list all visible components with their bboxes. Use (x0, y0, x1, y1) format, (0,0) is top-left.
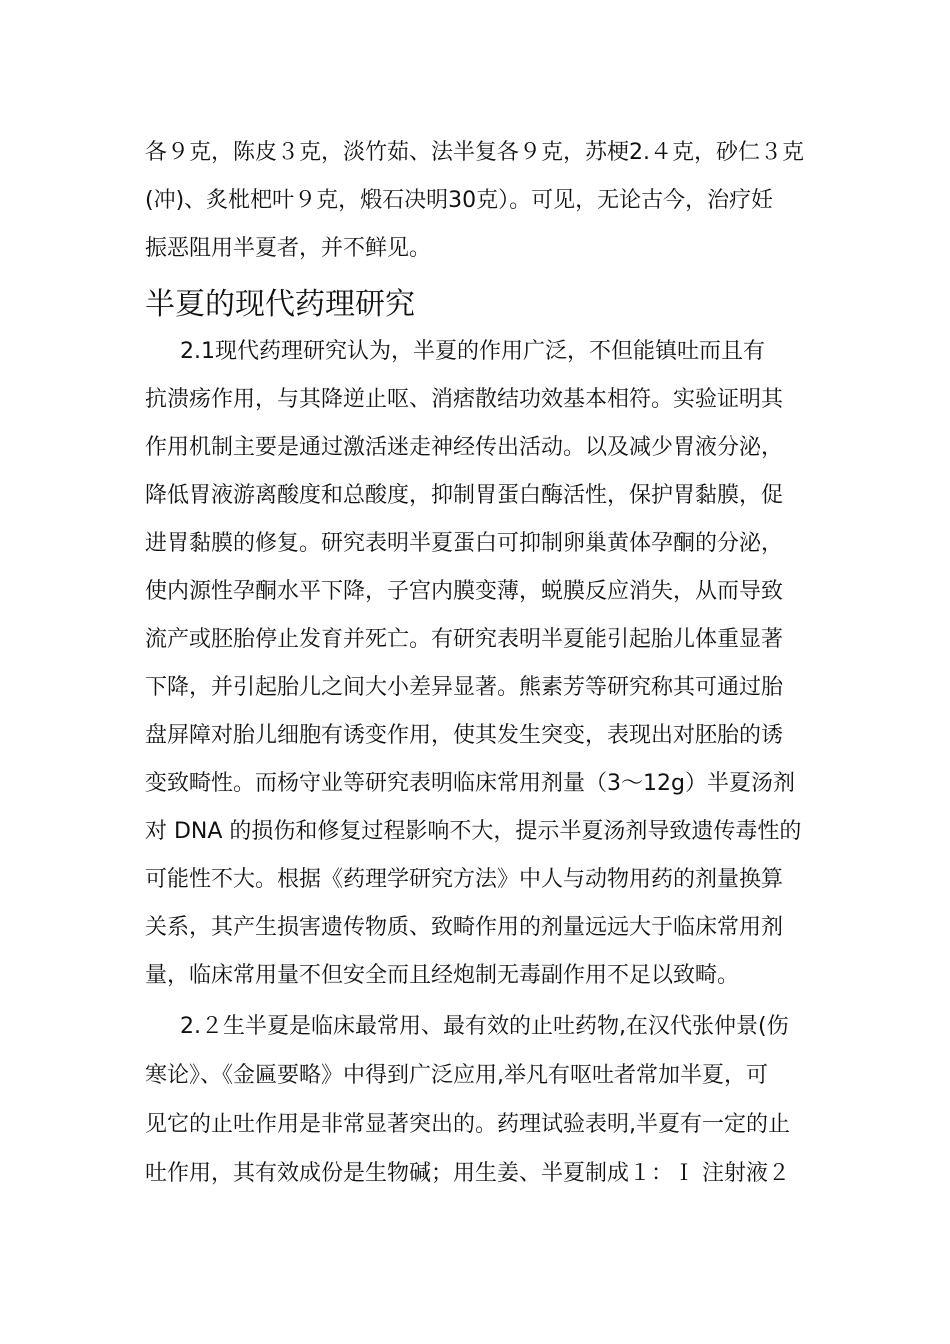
para1-line-5: 进胃黏膜的修复。研究表明半夏蛋白可抑制卵巢黄体孕酮的分泌， (145, 531, 784, 556)
para1-line-2: 抗溃疡作用，与其降逆止呕、消痞散结功效基本相符。实验证明其 (145, 387, 784, 412)
para1-line-7: 流产或胚胎停止发育并死亡。有研究表明半夏能引起胎儿体重显著 (145, 627, 784, 652)
para1-line-3: 作用机制主要是通过激活迷走神经传出活动。以及减少胃液分泌， (145, 435, 784, 460)
para1-line-4: 降低胃液游离酸度和总酸度，抑制胃蛋白酶活性，保护胃黏膜，促 (145, 483, 784, 508)
section-title: 半夏的现代药理研究 (145, 287, 415, 322)
para2-line-4: 吐作用，其有效成份是生物碱；用生姜、半夏制成１：Ｉ 注射液２ (145, 1161, 790, 1186)
para1-line-14: 量，临床常用量不但安全而且经炮制无毒副作用不足以致畸。 (145, 963, 740, 988)
para1-line-10: 变致畸性。而杨守业等研究表明临床常用剂量（3～12g）半夏汤剂 (145, 771, 795, 796)
intro-line-2: (冲)、炙枇杷叶９克，煅石决明30克）。可见，无论古今，治疗妊 (145, 188, 774, 213)
para1-line-1: 2.1现代药理研究认为，半夏的作用广泛，不但能镇吐而且有 (180, 339, 765, 364)
para1-line-9: 盘屏障对胎儿细胞有诱变作用，使其发生突变，表现出对胚胎的诱 (145, 723, 784, 748)
para1-line-11: 对 DNA 的损伤和修复过程影响不大，提示半夏汤剂导致遗传毒性的 (145, 819, 802, 844)
para2-line-2: 寒论》、《金匾要略》中得到广泛应用,举凡有呕吐者常加半夏，可 (145, 1063, 768, 1088)
para1-line-12: 可能性不大。根据《药理学研究方法》中人与动物用药的剂量换算 (145, 867, 784, 892)
para1-line-13: 关系，其产生损害遗传物质、致畸作用的剂量远远大于临床常用剂 (145, 915, 784, 940)
intro-line-1: 各９克，陈皮３克，淡竹茹、法半复各９克，苏梗2.４克，砂仁３克 (145, 140, 804, 165)
para1-line-6: 使内源性孕酮水平下降，子宫内膜变薄，蜕膜反应消失，从而导致 (145, 579, 784, 604)
para2-line-3: 见它的止吐作用是非常显著突出的。药理试验表明,半夏有一定的止 (145, 1112, 790, 1137)
intro-line-3: 振恶阻用半夏者，并不鲜见。 (145, 236, 432, 261)
para2-line-1: 2.２生半夏是临床最常用、最有效的止吐药物,在汉代张仲景(伤 (180, 1014, 789, 1039)
para1-line-8: 下降，并引起胎儿之间大小差异显著。熊素芳等研究称其可通过胎 (145, 675, 784, 700)
